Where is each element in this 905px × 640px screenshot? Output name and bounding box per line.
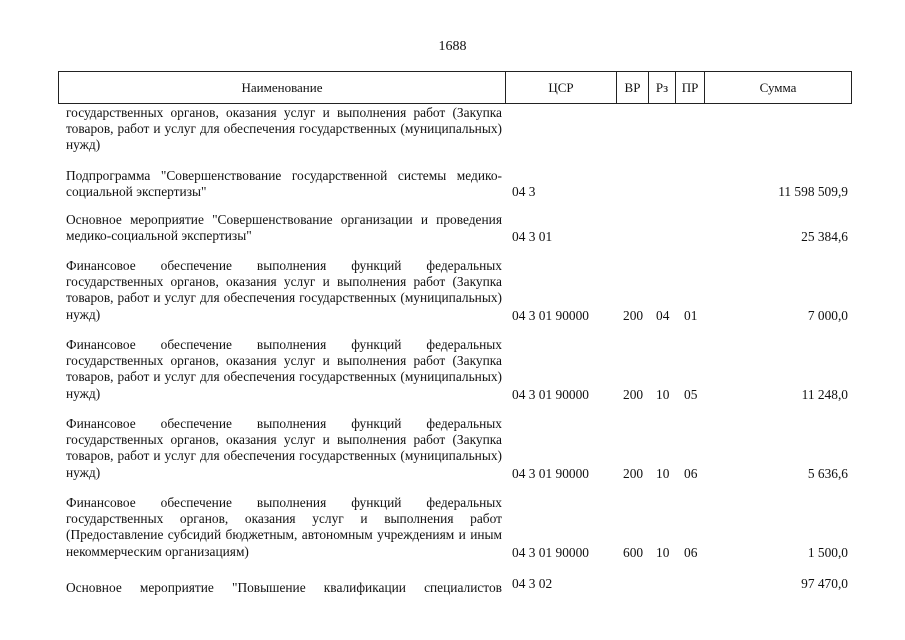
row-sum: 1 500,0	[807, 545, 848, 560]
row-rz: 10	[656, 466, 670, 481]
row-rz: 10	[656, 387, 670, 402]
row-csr: 04 3	[512, 184, 536, 199]
row-name: Основное мероприятие "Повышение квалификации специалистов	[66, 580, 502, 595]
column-header-vr: ВР	[617, 72, 649, 103]
row-rz: 10	[656, 545, 670, 560]
row-sum: 5 636,6	[807, 466, 848, 481]
row-vr: 600	[623, 545, 644, 560]
row-name: Основное мероприятие "Совершенствование организации и проведения медико-социальной экспертизы"	[66, 212, 502, 244]
column-header-rz: Рз	[649, 72, 676, 103]
row-name: Подпрограмма "Совершенствование государственной системы медико-социальной экспертизы"	[66, 168, 502, 200]
row-pr: 06	[684, 466, 698, 481]
row-csr: 04 3 02	[512, 576, 553, 591]
row-csr: 04 3 01 90000	[512, 308, 589, 323]
row-sum: 11 248,0	[801, 387, 848, 402]
table-header	[58, 71, 852, 104]
row-csr: 04 3 01 90000	[512, 545, 589, 560]
column-header-sum: Сумма	[759, 79, 797, 95]
row-rz: 04	[656, 308, 670, 323]
row-name: Финансовое обеспечение выполнения функций федеральных государственных органов, оказания услуг и выполнения работ (Предоставление субсидий бюджетным, автономным учреждениям и иным некоммерческим организациям)	[66, 495, 502, 559]
column-header-name: Наименование	[59, 72, 506, 103]
row-csr: 04 3 01	[512, 229, 553, 244]
row-name: Финансовое обеспечение выполнения функций федеральных государственных органов, оказания услуг и выполнения работ (Закупка товаров, работ и услуг для обеспечения государственных (муниципальных) нужд)	[66, 258, 502, 322]
row-csr: 04 3 01 90000	[512, 466, 589, 481]
row-name: Финансовое обеспечение выполнения функций федеральных государственных органов, оказания услуг и выполнения работ (Закупка товаров, работ и услуг для обеспечения государственных (муниципальных) нужд)	[66, 416, 502, 480]
row-vr: 200	[623, 466, 644, 481]
column-header-csr: ЦСР	[506, 72, 617, 103]
row-pr: 05	[684, 387, 698, 402]
row-pr: 01	[684, 308, 698, 323]
row-sum: 97 470,0	[801, 576, 848, 591]
row-name: Финансовое обеспечение выполнения функций федеральных государственных органов, оказания услуг и выполнения работ (Закупка товаров, работ и услуг для обеспечения государственных (муниципальных) нужд)	[66, 337, 502, 401]
row-name: государственных органов, оказания услуг и выполнения работ (Закупка товаров, работ и услуг для обеспечения государственных (муниципальных) нужд)	[66, 105, 502, 153]
row-sum: 11 598 509,9	[778, 184, 848, 199]
row-sum: 25 384,6	[801, 229, 848, 244]
column-header-pr: ПР	[676, 72, 705, 103]
row-vr: 200	[623, 387, 644, 402]
row-sum: 7 000,0	[807, 308, 848, 323]
row-pr: 06	[684, 545, 698, 560]
page-number: 1688	[438, 39, 467, 54]
row-csr: 04 3 01 90000	[512, 387, 589, 402]
row-vr: 200	[623, 308, 644, 323]
